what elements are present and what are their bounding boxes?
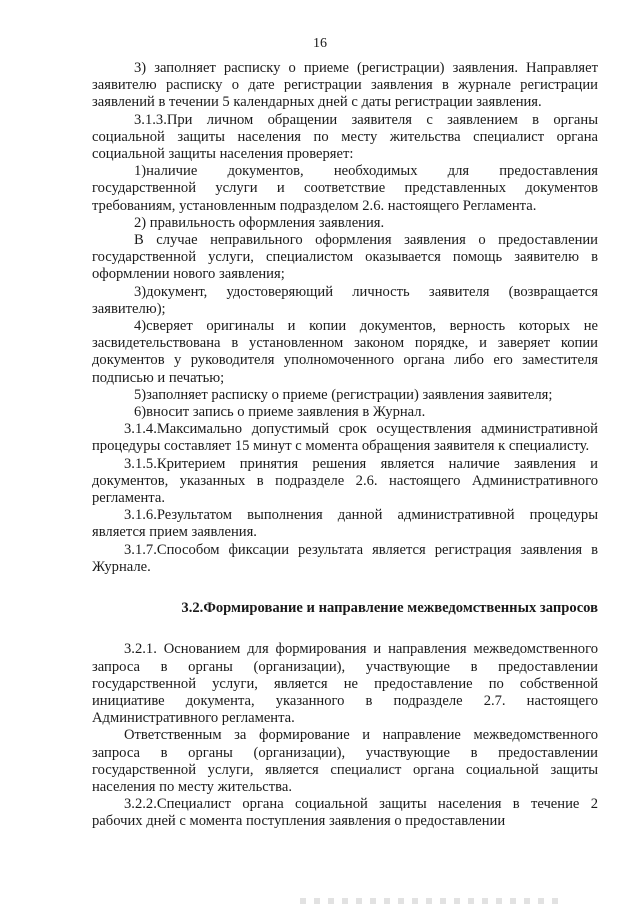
document-body [92,60,598,831]
section-heading: 3.2.Формирование и направление межведомственных запросов [181,600,598,617]
paragraph: 3)документ, удостоверяющий личность заявителя (возвращается заявителю); [92,283,598,317]
paragraph: 1)наличие документов, необходимых для предоставления государственной услуги и соответствие представленных документов требованиям, установленным подразделом 2.6. настоящего Регламента. [92,163,598,214]
page-number: 16 [313,36,327,51]
paragraph: В случае неправильного оформления заявления о предоставлении государственной услуги, специалистом оказывается помощь заявителю в оформлении нового заявления; [92,232,598,283]
paragraph: 3) заполняет расписку о приеме (регистрации) заявления. Направляет заявителю расписку о дате регистрации заявления в журнале регистрации заявлений в течении 5 календарных дней с даты регистрации заявления. [92,60,598,111]
paragraph: 5)заполняет расписку о приеме (регистрации) заявления заявителя; [134,386,553,403]
paragraph: 3.1.7.Способом фиксации результата является регистрация заявления в Журнале. [92,541,598,575]
paragraph: 4)сверяет оригиналы и копии документов, верность которых не засвидетельствована в установленном законом порядке, и заверяет копии документов у руководителя уполномоченного органа либо его заместителя подписью и печатью; [92,318,598,386]
paragraph: 3.1.5.Критерием принятия решения является наличие заявления и документов, указанных в подразделе 2.6. настоящего Административного регламента. [92,455,598,507]
paragraph: 3.1.3.При личном обращении заявителя с заявлением в органы социальной защиты населения по месту жительства специалист органа социальной защиты населения проверяет: [92,111,598,163]
paragraph: 3.2.2.Специалист органа социальной защиты населения в течение 2 рабочих дней с момента поступления заявления о предоставлении [92,796,598,830]
paragraph: 3.1.6.Результатом выполнения данной административной процедуры является прием заявления. [92,507,598,541]
paragraph: 3.2.1. Основанием для формирования и направления межведомственного запроса в органы (организации), участвующие в предоставлении государственной услуги, является не предоставление по собственной инициативе документа, указанного в подразделе 2.7. настоящего Административного регламента. [92,641,598,727]
scan-artifact [300,898,560,904]
paragraph: 3.1.4.Максимально допустимый срок осуществления административной процедуры составляет 15 минут с момента обращения заявителя к специалисту. [92,421,598,455]
paragraph: 6)вносит запись о приеме заявления в Журнал. [134,404,426,421]
paragraph: 2) правильность оформления заявления. [134,214,385,231]
paragraph: Ответственным за формирование и направление межведомственного запроса в органы (организации), участвующие в предоставлении государственной услуги, является специалист органа социальной защиты населения по месту жительства. [92,727,598,795]
